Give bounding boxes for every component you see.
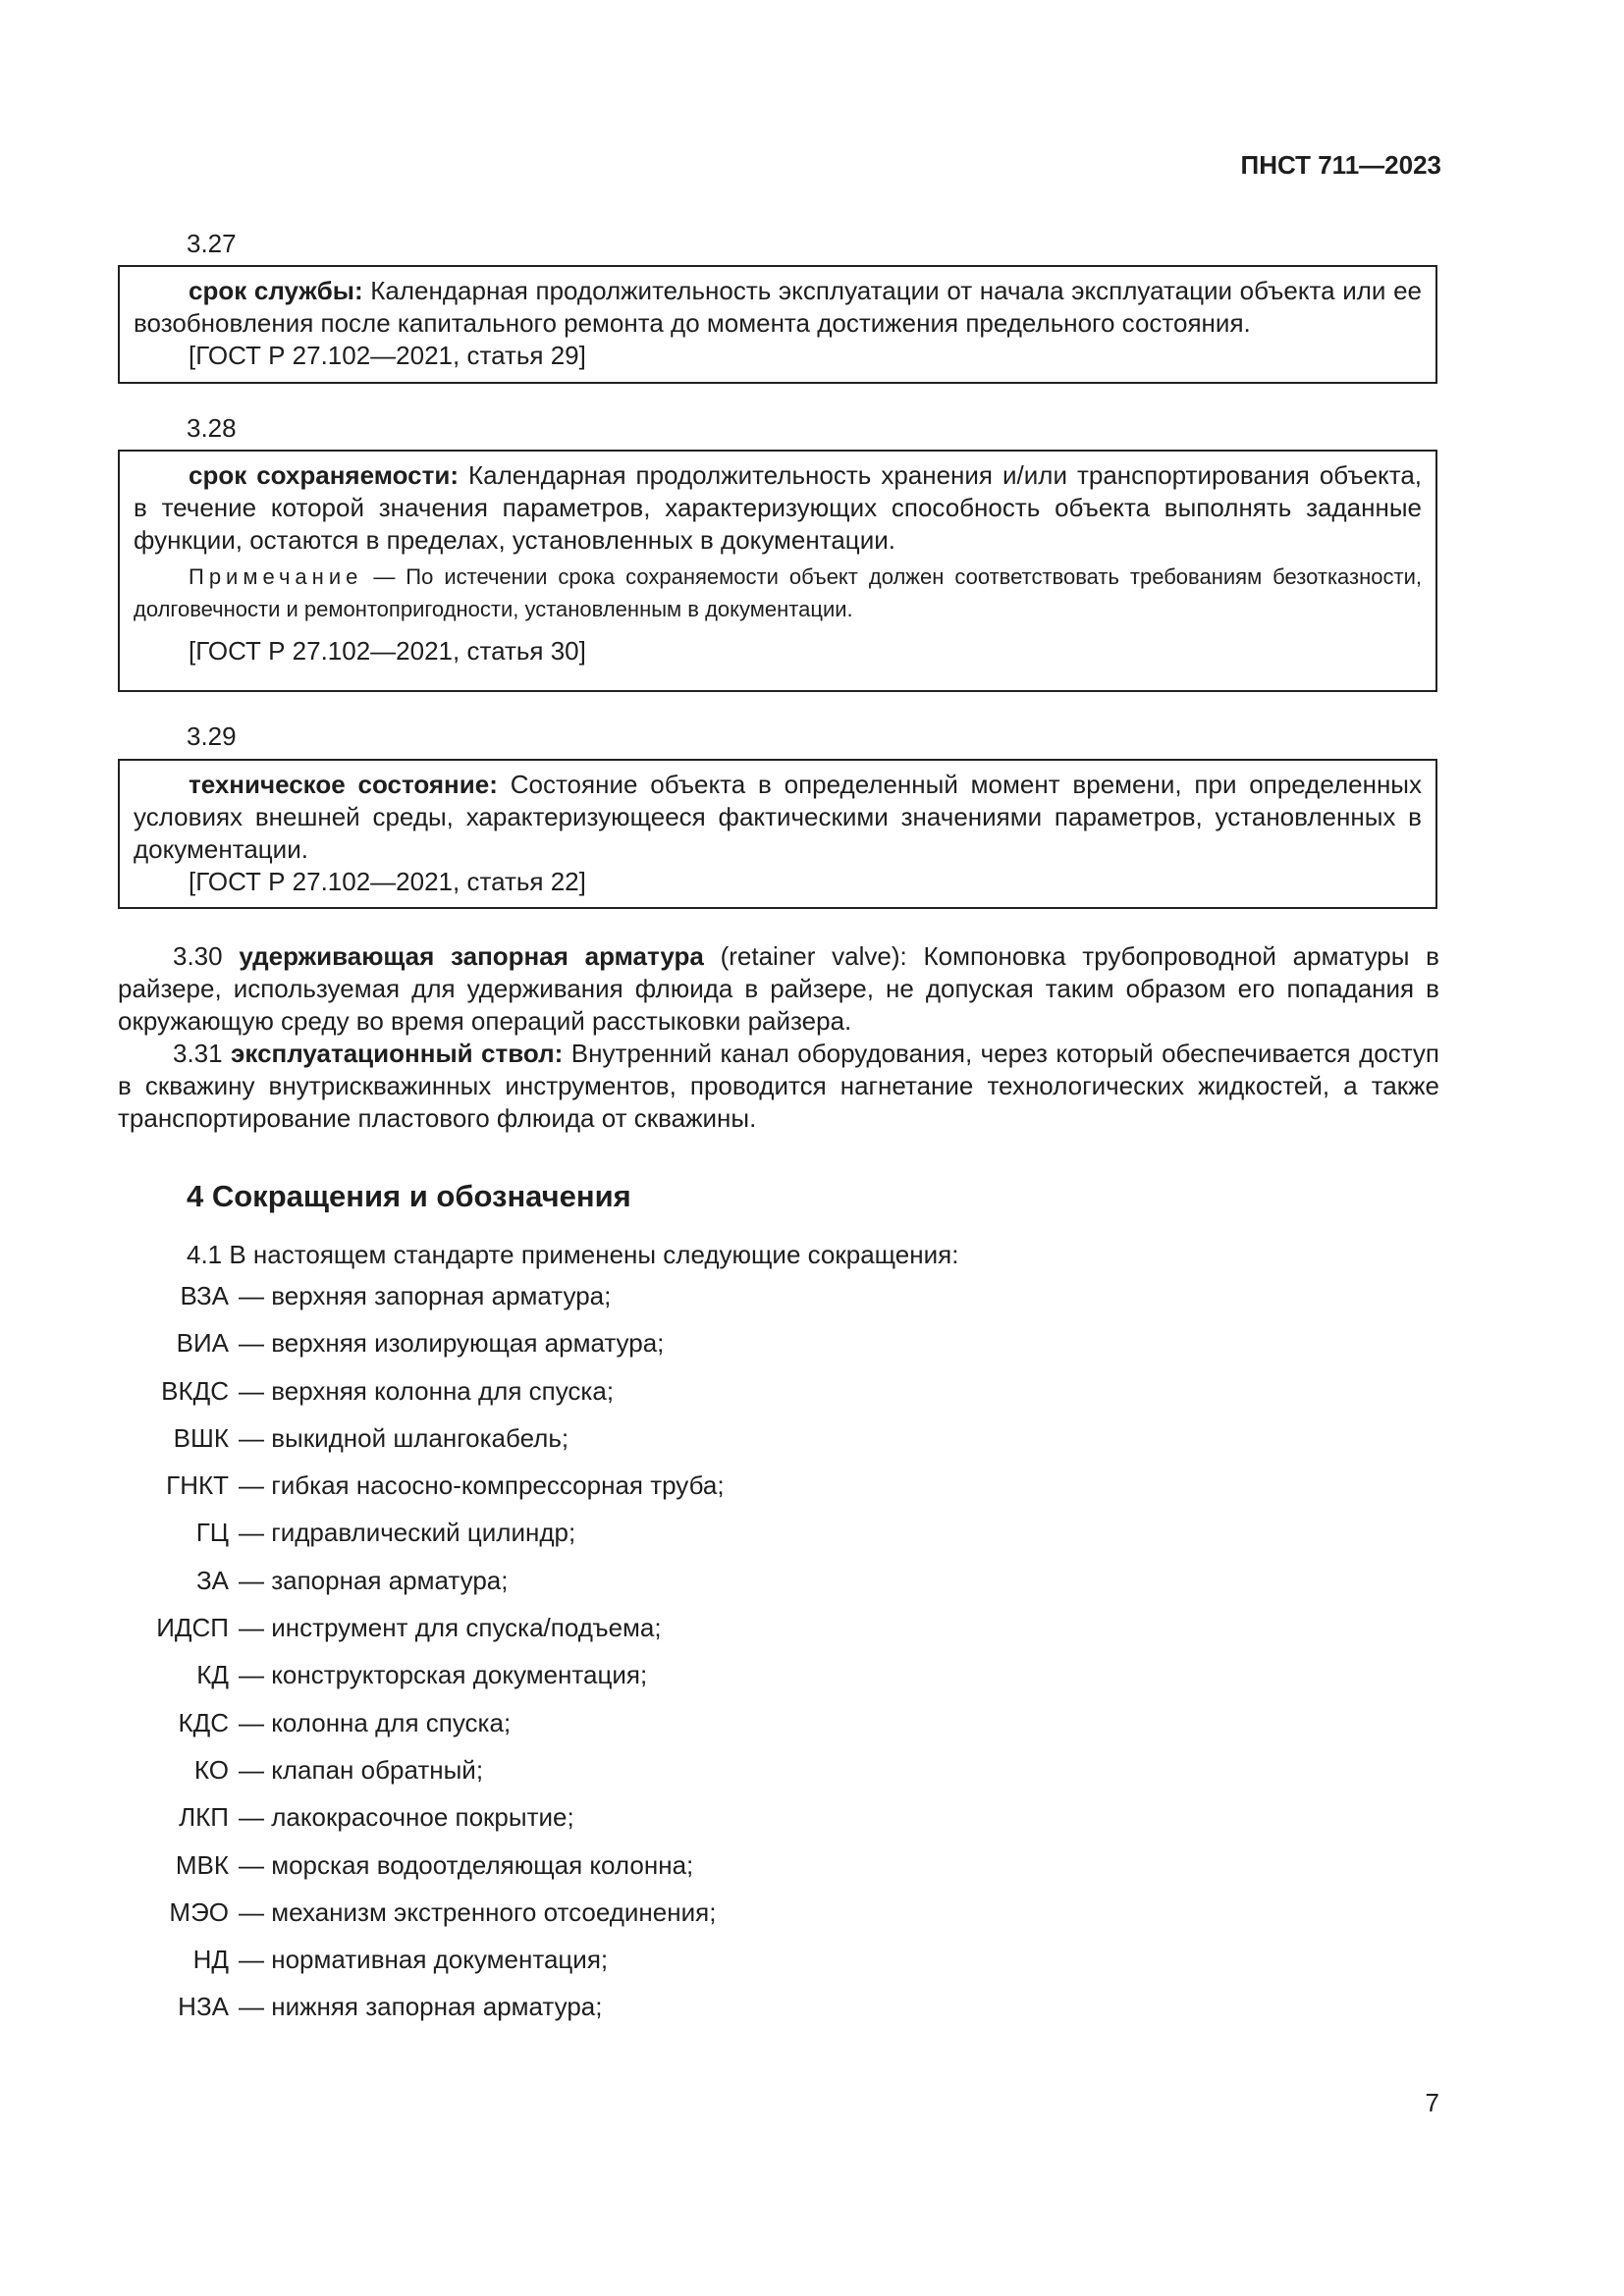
- abbreviation-meaning: — нижняя запорная арматура;: [239, 1992, 603, 2022]
- def-text: Компоновка трубопроводной арматуры в райзере, используемая для удерживания флюида в райзере, не допуская таким образом его попадания в окружающую среду во время операций расстыковки райзера.: [118, 941, 1439, 1036]
- abbreviation: ВШК: [173, 1422, 229, 1453]
- abbreviation-item: [118, 1422, 725, 1469]
- abbreviation: ЛКП: [179, 1802, 229, 1833]
- term-source: [ГОСТ Р 27.102—2021, статья 30]: [189, 636, 586, 666]
- abbreviation-meaning: — выкидной шлангокабель;: [239, 1422, 569, 1453]
- term-note: [134, 561, 1422, 625]
- abbreviation: МЭО: [169, 1896, 229, 1927]
- abbreviation-item: [118, 1612, 725, 1659]
- abbreviation-meaning: — инструмент для спуска/подъема;: [239, 1613, 662, 1643]
- abbreviation-item: [118, 1517, 725, 1564]
- def-number: 3.31: [173, 1039, 223, 1068]
- abbreviation-item: [118, 1565, 725, 1612]
- def-number: 3.30: [173, 941, 223, 971]
- abbreviation-meaning: — верхняя запорная арматура;: [239, 1281, 612, 1310]
- note-text: — По истечении срока сохраняемости объект должен соответствовать требованиям безотказности, долговечности и ремонтопригодности, установленным в документации.: [134, 564, 1422, 621]
- abbreviation-item: [118, 1991, 725, 2038]
- term-definition: Календарная продолжительность эксплуатации от начала эксплуатации объекта или ее возобновления после капитального ремонта до момента достижения предельного состояния.: [134, 276, 1423, 338]
- term-number: 3.27: [187, 229, 237, 258]
- abbreviation-item: [118, 1659, 725, 1706]
- abbreviation: НЗА: [178, 1992, 229, 2022]
- abbreviation: ГЦ: [195, 1518, 229, 1548]
- definition-3-30: [118, 940, 1439, 1135]
- abbreviation-meaning: — гидравлический цилиндр;: [239, 1518, 576, 1548]
- term-definition: Календарная продолжительность хранения и/или транспортирования объекта, в течение которой значения параметров, характеризующих способность объекта выполнять заданные функции, остаются в пределах, установленных в документации.: [134, 460, 1423, 555]
- term-box-3-28: [118, 450, 1437, 692]
- abbreviation-meaning: — клапан обратный;: [239, 1754, 484, 1785]
- abbreviation-meaning: — гибкая насосно-компрессорная труба;: [239, 1470, 725, 1501]
- abbreviation: ВЗА: [180, 1281, 229, 1310]
- abbreviation: КД: [196, 1660, 229, 1690]
- abbreviation: НД: [192, 1945, 229, 1975]
- abbreviation-meaning: — нормативная документация;: [239, 1945, 609, 1975]
- term-title: техническое состояние:: [189, 770, 498, 799]
- abbreviation-item: [118, 1754, 725, 1801]
- abbreviation-item: [118, 1849, 725, 1896]
- term-source: [ГОСТ Р 27.102—2021, статья 29]: [189, 341, 586, 370]
- term-number: 3.29: [187, 721, 237, 751]
- abbreviation: МВК: [175, 1849, 229, 1880]
- abbreviation-meaning: — лакокрасочное покрытие;: [239, 1802, 574, 1833]
- abbreviation-meaning: — верхняя колонна для спуска;: [239, 1375, 615, 1406]
- note-label: Примечание: [189, 564, 363, 589]
- abbreviation: ВКДС: [161, 1375, 229, 1406]
- term-source: [ГОСТ Р 27.102—2021, статья 22]: [189, 867, 586, 896]
- def-english: (retainer valve):: [720, 941, 907, 971]
- abbreviation-item: [118, 1896, 725, 1944]
- def-text: Внутренний канал оборудования, через который обеспечивается доступ в скважину внутрискважинных инструментов, проводится нагнетание технологических жидкостей, а также транспортирование пластового флюида от скважины.: [118, 1039, 1439, 1133]
- page-number: 7: [1425, 2088, 1439, 2117]
- abbreviation-meaning: — механизм экстренного отсоединения;: [239, 1896, 717, 1927]
- abbreviation-item: [118, 1327, 725, 1374]
- term-title: срок службы:: [189, 276, 363, 305]
- term-title: срок сохраняемости:: [189, 460, 459, 490]
- term-box-3-29: [118, 759, 1437, 909]
- abbreviation-meaning: — запорная арматура;: [239, 1565, 509, 1595]
- abbreviation-meaning: — верхняя изолирующая арматура;: [239, 1328, 665, 1359]
- abbreviation-list: [118, 1280, 725, 2039]
- abbreviation-item: [118, 1375, 725, 1422]
- term-number: 3.28: [187, 413, 237, 443]
- document-id: ПНСТ 711—2023: [1240, 150, 1441, 180]
- abbreviation-meaning: — конструкторская документация;: [239, 1660, 648, 1690]
- abbreviation-item: [118, 1801, 725, 1848]
- abbreviation-meaning: — колонна для спуска;: [239, 1707, 512, 1737]
- abbreviation: ГНКТ: [166, 1470, 229, 1501]
- def-term: удерживающая запорная арматура: [239, 941, 704, 971]
- section-heading: 4 Сокращения и обозначения: [187, 1179, 631, 1213]
- abbreviation-item: [118, 1469, 725, 1517]
- term-box-3-27: [118, 265, 1437, 384]
- abbreviation-item: [118, 1944, 725, 1991]
- term-definition: Состояние объекта в определенный момент времени, при определенных условиях внешней среды, характеризующееся фактическими значениями параметров, установленных в документации.: [134, 770, 1422, 864]
- abbreviation: ВИА: [176, 1328, 229, 1359]
- abbreviation: КО: [193, 1754, 229, 1785]
- abbreviation: КДС: [178, 1707, 229, 1737]
- abbreviation: ИДСП: [156, 1613, 229, 1643]
- abbreviation-item: [118, 1707, 725, 1754]
- abbreviation-meaning: — морская водоотделяющая колонна;: [239, 1849, 694, 1880]
- abbreviation-item: [118, 1280, 725, 1327]
- def-term: эксплуатационный ствол:: [231, 1039, 564, 1068]
- abbreviation: ЗА: [195, 1565, 229, 1595]
- section-intro: 4.1 В настоящем стандарте применены следующие сокращения:: [187, 1240, 959, 1269]
